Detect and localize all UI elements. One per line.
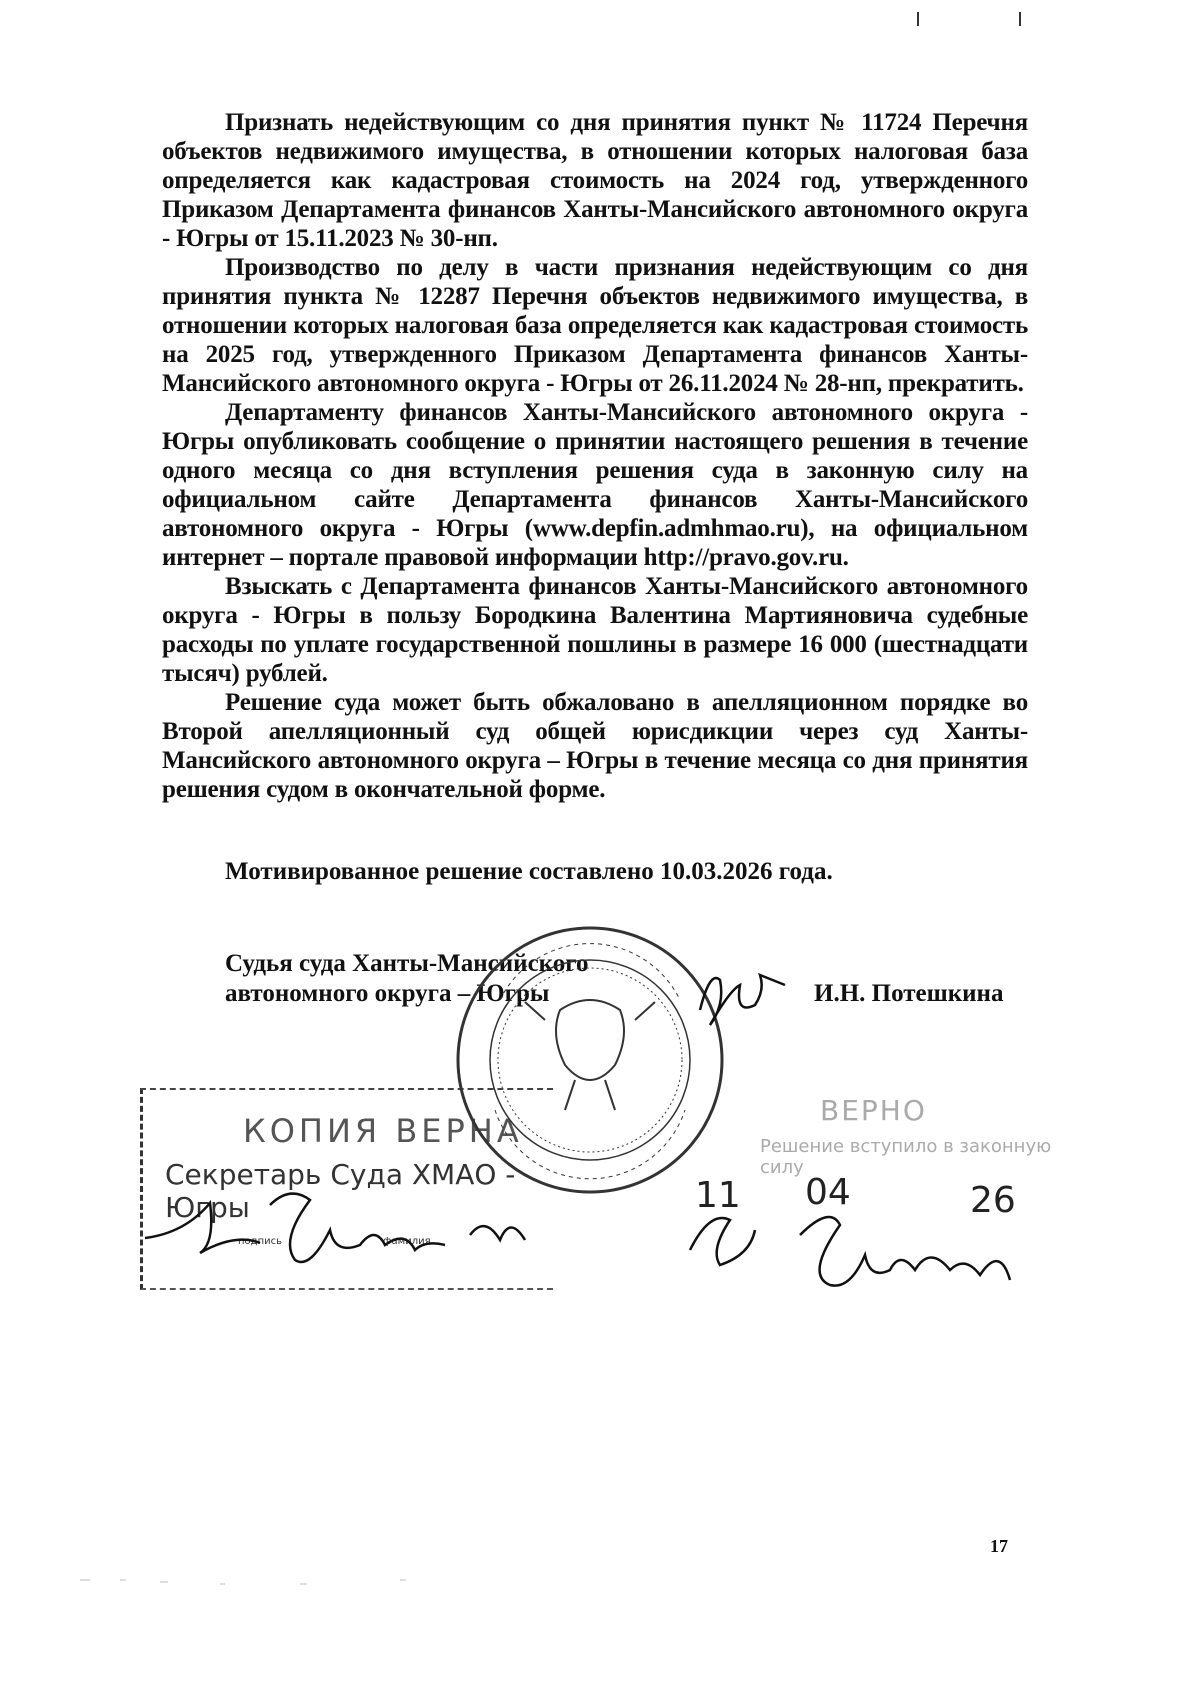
stamp-title: ВЕРНО xyxy=(820,1094,927,1127)
paragraph-appeal-procedure: Решение суда может быть обжаловано в апелляционном порядке во Второй апелляционный суд общей юрисдикции через суд Ханты-Мансийского автономного округа – Югры в течение месяца со дня принятия решения судом в окончательной форме. xyxy=(162,689,1028,803)
judge-title-line2: автономного округа – Югры xyxy=(225,980,550,1007)
secretary-signature-right xyxy=(690,1217,1010,1286)
page-number: 17 xyxy=(990,1536,1008,1556)
judge-title-line1: Судья суда Ханты-Мансийского xyxy=(225,950,589,977)
paragraph-court-costs: Взыскать с Департамента финансов Ханты-Мансийского автономного округа - Югры в пользу Бородкина Валентина Мартияновича судебные расходы по уплате государственной пошлины в размере 16 000 (шестнадцати тысяч) рублей. xyxy=(162,573,1028,687)
handwritten-day: 11 xyxy=(695,1175,741,1216)
handwritten-year: 26 xyxy=(970,1180,1016,1221)
paragraph-publication-order: Департаменту финансов Ханты-Мансийского автономного округа - Югры опубликовать сообщение о принятии настоящего решения в течение одного месяца со дня вступления решения суда в законную силу на официальном сайте Департамента финансов Ханты-Мансийского автономного округа - Югры (www.depfin.admhmao.ru), на официальном интернет – портале правовой информации http://pravo.gov.ru. xyxy=(162,399,1028,571)
label-signature: подпись xyxy=(238,1236,282,1247)
copy-stamp-title: КОПИЯ ВЕРНА xyxy=(243,1112,523,1150)
handwritten-month: 04 xyxy=(805,1172,851,1213)
label-surname: фамилия xyxy=(383,1236,431,1247)
copy-stamp-secretary: Секретарь Суда ХМАО - Югры xyxy=(165,1158,516,1224)
judge-name: И.Н. Потешкина xyxy=(814,980,1004,1007)
stamp-subtitle: Решение вступило в законную силу xyxy=(760,1136,1052,1178)
secretary-signature-left xyxy=(145,1194,525,1262)
paragraph-terminate-proceedings: Производство по делу в части признания недействующим со дня принятия пункта № 12287 Перечня объектов недвижимого имущества, в отношении которых налоговая база определяется как кадастровая стоимость на 2025 год, утвержденного Приказом Департамента финансов Ханты-Мансийского автономного округа - Югры от 26.11.2024 № 28-нп, прекратить. xyxy=(162,254,1028,397)
scan-noise xyxy=(80,1580,406,1584)
round-seal xyxy=(458,928,722,1192)
motivated-decision-date: Мотивированное решение составлено 10.03.2026 года. xyxy=(225,858,833,885)
paragraph-invalidate-2024: Признать недействующим со дня принятия пункт № 11724 Перечня объектов недвижимого имущества, в отношении которых налоговая база определяется как кадастровая стоимость на 2024 год, утвержденного Приказом Департамента финансов Ханты-Мансийского автономного округа - Югры от 15.11.2023 № 30-нп. xyxy=(162,109,1028,252)
judge-signature xyxy=(700,975,785,1025)
